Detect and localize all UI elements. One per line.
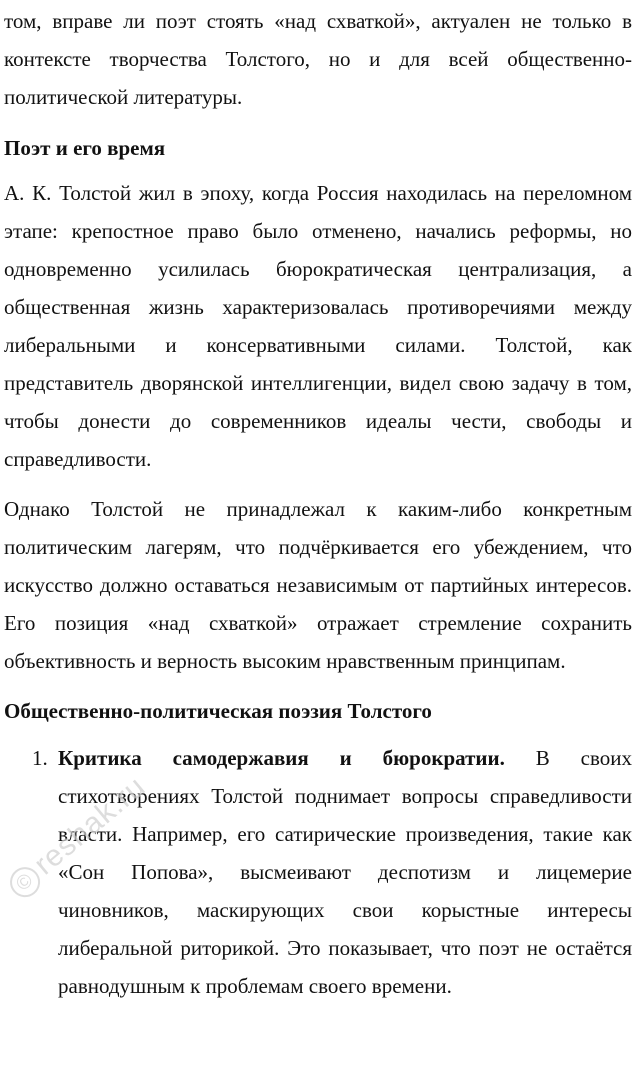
paragraph-era: А. К. Толстой жил в эпоху, когда Россия находилась на переломном этапе: крепостное право было отменено, начались реформы, но одновременно усилилась бюрократическая централизация, а общественная жизнь характеризовалась противоречиями между либеральными и консервативными силами. Толстой, как представитель дворянской интеллигенции, видел свою задачу в том, чтобы донести до современников идеалы чести, свободы и справедливости. <box>4 181 632 471</box>
numbered-list <box>4 739 632 1005</box>
section-heading-poet-and-time: Поэт и его время <box>4 136 166 160</box>
list-item <box>4 739 632 1005</box>
list-item-bold-lead: Критика самодержавия и бюрократии. <box>58 746 505 770</box>
list-item-text: В своих стихотворениях Толстой поднимает вопросы справедливости власти. Например, его сатирические произведения, такие как «Сон Попова», высмеивают деспотизм и лицемерие чиновников, маскирующих свои корыстные интересы либеральной риторикой. Это показывает, что поэт не остаётся равнодушным к проблемам своего времени. <box>58 746 633 998</box>
copyright-icon: © <box>4 861 46 903</box>
list-item-body <box>58 739 632 1005</box>
paragraph-position: Однако Толстой не принадлежал к каким-либо конкретным политическим лагерям, что подчёркивается его убеждением, что искусство должно оставаться независимым от партийных интересов. Его позиция «над схваткой» отражает стремление сохранить объективность и верность высоким нравственным принципам. <box>4 497 632 673</box>
document-page <box>4 0 632 1005</box>
section-heading-political-poetry: Общественно-политическая поэзия Толстого <box>4 699 432 723</box>
paragraph-intro: том, вправе ли поэт стоять «над схваткой», актуален не только в контексте творчества Толстого, но и для всей общественно-политической литературы. <box>4 9 632 109</box>
list-item-number: 1. <box>32 746 48 770</box>
watermark-text: reshak.ru <box>28 769 152 882</box>
